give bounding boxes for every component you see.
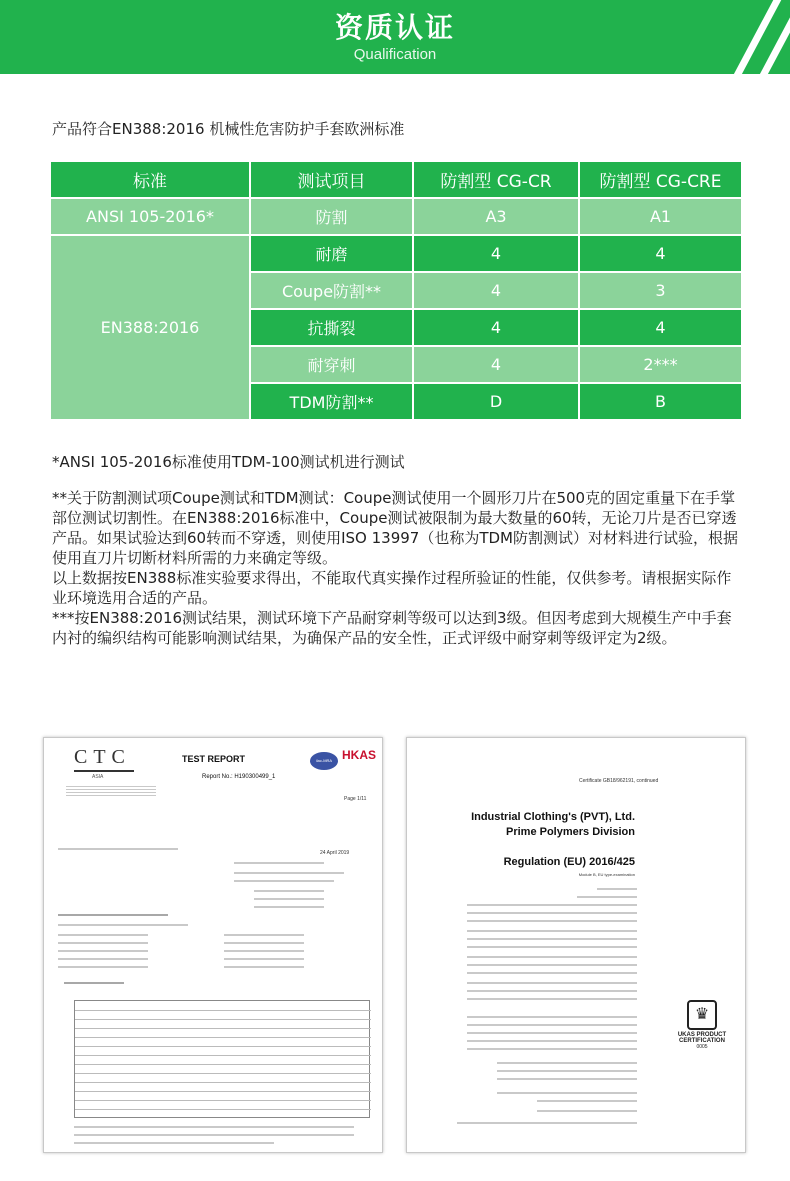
- cr-value-cell: A3: [413, 198, 579, 235]
- text-line: [234, 880, 334, 882]
- text-line: [58, 966, 148, 968]
- cr-value-cell: 4: [413, 346, 579, 383]
- report-title: TEST REPORT: [182, 754, 246, 764]
- ctc-logo: CTC: [74, 746, 131, 768]
- cre-value-cell: 4: [579, 309, 742, 346]
- text-line: [467, 1040, 637, 1042]
- text-line: [497, 1092, 637, 1094]
- ctc-region: ASIA: [92, 774, 104, 780]
- text-line: [224, 958, 304, 960]
- spec-table: [49, 160, 743, 421]
- note-puncture: ***按EN388:2016测试结果，测试环境下产品耐穿刺等级可以达到3级。但因考虑到大规模生产中手套内衬的编织结构可能影响测试结果，为确保产品的安全性，正式评级中耐穿刺等级评定为2级。: [52, 609, 732, 647]
- cre-value-cell: 3: [579, 272, 742, 309]
- text-line: [254, 890, 324, 892]
- page-number: Page 1/11: [344, 796, 367, 802]
- test-item-cell: TDM防割**: [250, 383, 413, 420]
- text-line: [467, 998, 637, 1000]
- header-banner: [0, 0, 790, 74]
- cre-value-cell: 4: [579, 235, 742, 272]
- header-cg-cre: 防割型 CG-CRE: [579, 161, 742, 198]
- conclusion-table: [74, 1000, 370, 1118]
- text-line: [537, 1110, 637, 1112]
- text-line: [467, 1024, 637, 1026]
- hkas-logo: HKAS: [342, 748, 377, 762]
- text-line: [467, 904, 637, 906]
- test-item-cell: 抗撕裂: [250, 309, 413, 346]
- header-test-item: 测试项目: [250, 161, 413, 198]
- text-line: [467, 938, 637, 940]
- header-standard: 标准: [50, 161, 250, 198]
- notes-block: [52, 488, 742, 648]
- ukas-label: UKAS PRODUCT CERTIFICATION: [677, 1032, 727, 1044]
- text-line: [597, 888, 637, 890]
- address-block: [66, 784, 156, 798]
- note-disclaimer: 以上数据按EN388标准实验要求得出，不能取代真实操作过程所验证的性能，仅供参考。请根据实际作业环境选用合适的产品。: [52, 569, 732, 607]
- text-line: [58, 950, 148, 952]
- cre-value-cell: A1: [579, 198, 742, 235]
- text-line: [497, 1070, 637, 1072]
- text-line: [467, 1016, 637, 1018]
- cr-value-cell: 4: [413, 272, 579, 309]
- standard-cell: EN388:2016: [50, 235, 250, 420]
- text-line: [74, 1134, 354, 1136]
- text-line: [224, 966, 304, 968]
- cre-value-cell: B: [579, 383, 742, 420]
- text-line: [467, 972, 637, 974]
- standard-cell: ANSI 105-2016*: [50, 198, 250, 235]
- text-line: [58, 958, 148, 960]
- test-item-cell: Coupe防割**: [250, 272, 413, 309]
- note-ansi: *ANSI 105-2016标准使用TDM-100测试机进行测试: [52, 453, 405, 471]
- note-coupe-tdm: **关于防割测试项Coupe测试和TDM测试：Coupe测试使用一个圆形刀片在500克的固定重量下在手掌部位测试切割性。在EN388:2016标准中，Coupe测试被限制为最大数量的60转，无论刀片是否已穿透产品。如果试验达到60转而不穿透，则使用ISO 13997（也称为TDM防割测试）对材料进行试验，根据使用直刀片切断材料所需的力来确定等级。: [52, 489, 738, 567]
- company-name: Industrial Clothing's (PVT), Ltd. Prime Polymers Division: [471, 811, 635, 838]
- text-line: [254, 898, 324, 900]
- text-line: [224, 942, 304, 944]
- text-line: [497, 1078, 637, 1080]
- text-line: [457, 1122, 637, 1124]
- text-line: [467, 912, 637, 914]
- text-line: [74, 1126, 354, 1128]
- text-line: [58, 914, 168, 916]
- cre-value-cell: 2***: [579, 346, 742, 383]
- text-line: [577, 896, 637, 898]
- ukas-logo: [677, 1000, 727, 1060]
- text-line: [467, 956, 637, 958]
- text-line: [58, 848, 178, 850]
- cr-value-cell: D: [413, 383, 579, 420]
- report-date: 24 April 2019: [320, 850, 350, 856]
- text-line: [467, 946, 637, 948]
- text-line: [467, 930, 637, 932]
- ukas-number: 0005: [696, 1044, 708, 1050]
- certificate-number: Certificate GB18/962191, continued: [579, 778, 659, 784]
- text-line: [224, 934, 304, 936]
- table-row: [50, 235, 742, 272]
- table-row: [50, 198, 742, 235]
- text-line: [467, 1032, 637, 1034]
- text-line: [467, 1048, 637, 1050]
- text-line: [64, 982, 124, 984]
- text-line: [467, 964, 637, 966]
- text-line: [537, 1100, 637, 1102]
- text-line: [224, 950, 304, 952]
- regulation-title: Regulation (EU) 2016/425: [503, 856, 635, 868]
- page-title: 资质认证: [334, 11, 455, 44]
- test-report-image: [43, 737, 383, 1153]
- cr-value-cell: 4: [413, 235, 579, 272]
- header-cg-cr: 防割型 CG-CR: [413, 161, 579, 198]
- report-number: Report No.: H190300499_1: [202, 774, 276, 780]
- text-line: [58, 924, 188, 926]
- test-item-cell: 耐磨: [250, 235, 413, 272]
- text-line: [254, 906, 324, 908]
- text-line: [74, 1142, 274, 1144]
- text-line: [467, 982, 637, 984]
- table-header-row: [50, 161, 742, 198]
- test-item-cell: 耐穿刺: [250, 346, 413, 383]
- text-line: [58, 942, 148, 944]
- text-line: [234, 862, 324, 864]
- text-line: [234, 872, 344, 874]
- test-item-cell: 防割: [250, 198, 413, 235]
- text-line: [497, 1062, 637, 1064]
- crown-icon: ♛: [687, 1000, 717, 1030]
- page-subtitle: Qualification: [353, 46, 437, 63]
- cr-value-cell: 4: [413, 309, 579, 346]
- text-line: [58, 934, 148, 936]
- intro-text: 产品符合EN388:2016 机械性危害防护手套欧洲标准: [52, 120, 405, 138]
- ilac-mra-logo: ilac-MRA: [310, 752, 338, 770]
- text-line: [467, 920, 637, 922]
- eu-certificate-image: [406, 737, 746, 1153]
- text-line: [467, 990, 637, 992]
- module-label: Module B, EU type-examination: [578, 872, 635, 877]
